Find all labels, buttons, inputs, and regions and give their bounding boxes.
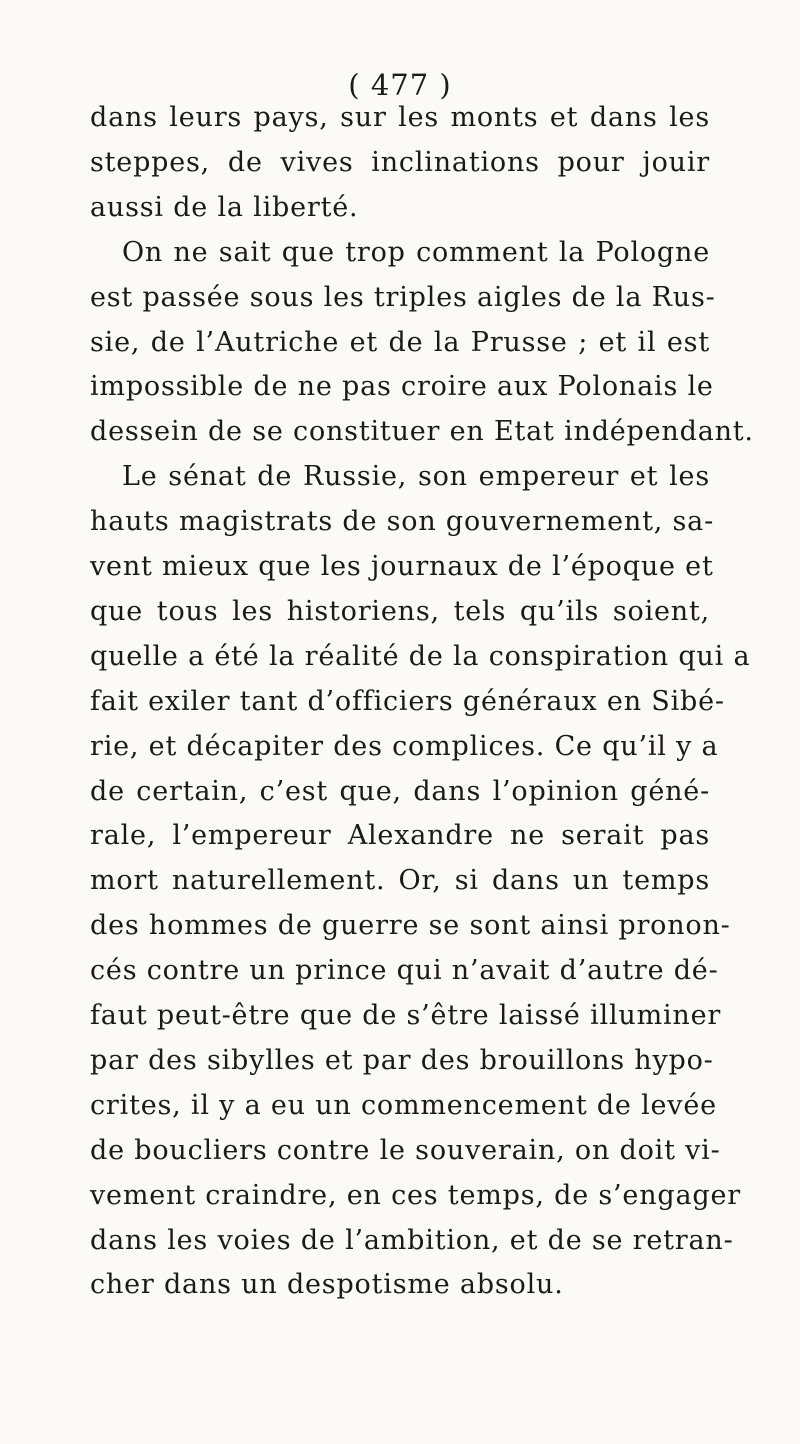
text-line: aussi de la liberté. [90, 191, 359, 223]
text-line: est passée sous les triples aigles de la Rus- [90, 281, 716, 313]
text-line: Le sénat de Russie, son empereur et les [122, 461, 710, 493]
text-line: faut peut-être que de s’être laissé illuminer [90, 1000, 722, 1031]
text-line: quelle a été la réalité de la conspiration qui a [90, 640, 751, 672]
text-line: cher dans un despotisme absolu. [90, 1269, 564, 1301]
text-line: fait exiler tant d’officiers généraux en Sibé- [90, 685, 725, 717]
text-line: sie, de l’Autriche et de la Prusse ; et il est [90, 326, 710, 358]
text-line: vement craindre, en ces temps, de s’engager [90, 1179, 741, 1211]
text-line: steppes, de vives inclinations pour jouir [90, 146, 710, 178]
text-line: cés contre un prince qui n’avait d’autre dé- [90, 955, 719, 987]
text-line: dans leurs pays, sur les monts et dans les [90, 102, 710, 133]
text-line: de boucliers contre le souverain, on doit vi- [90, 1134, 721, 1166]
text-line: que tous les historiens, tels qu’ils soient, [90, 595, 710, 627]
text-line: dessein de se constituer en Etat indépendant. [90, 416, 754, 448]
text-line: de certain, c’est que, dans l’opinion géné- [90, 775, 710, 807]
text-line: rale, l’empereur Alexandre ne serait pas [90, 820, 710, 852]
text-line: vent mieux que les journaux de l’époque et [90, 551, 714, 582]
text-line: mort naturellement. Or, si dans un temps [90, 865, 710, 897]
text-line: rie, et décapiter des complices. Ce qu’il y a [90, 730, 719, 762]
text-line: hauts magistrats de son gouvernement, sa- [90, 506, 715, 538]
text-line: par des sibylles et par des brouillons hypo- [90, 1044, 714, 1076]
text-line: impossible de ne pas croire aux Polonais le [90, 371, 714, 403]
page-number: ( 477 ) [348, 68, 452, 102]
text-line: crites, il y a eu un commencement de levée [90, 1089, 717, 1121]
text-line: dans les voies de l’ambition, et de se retran- [90, 1224, 734, 1256]
text-line: On ne sait que trop comment la Pologne [122, 236, 710, 268]
text-line: des hommes de guerre se sont ainsi pronon- [90, 910, 731, 942]
